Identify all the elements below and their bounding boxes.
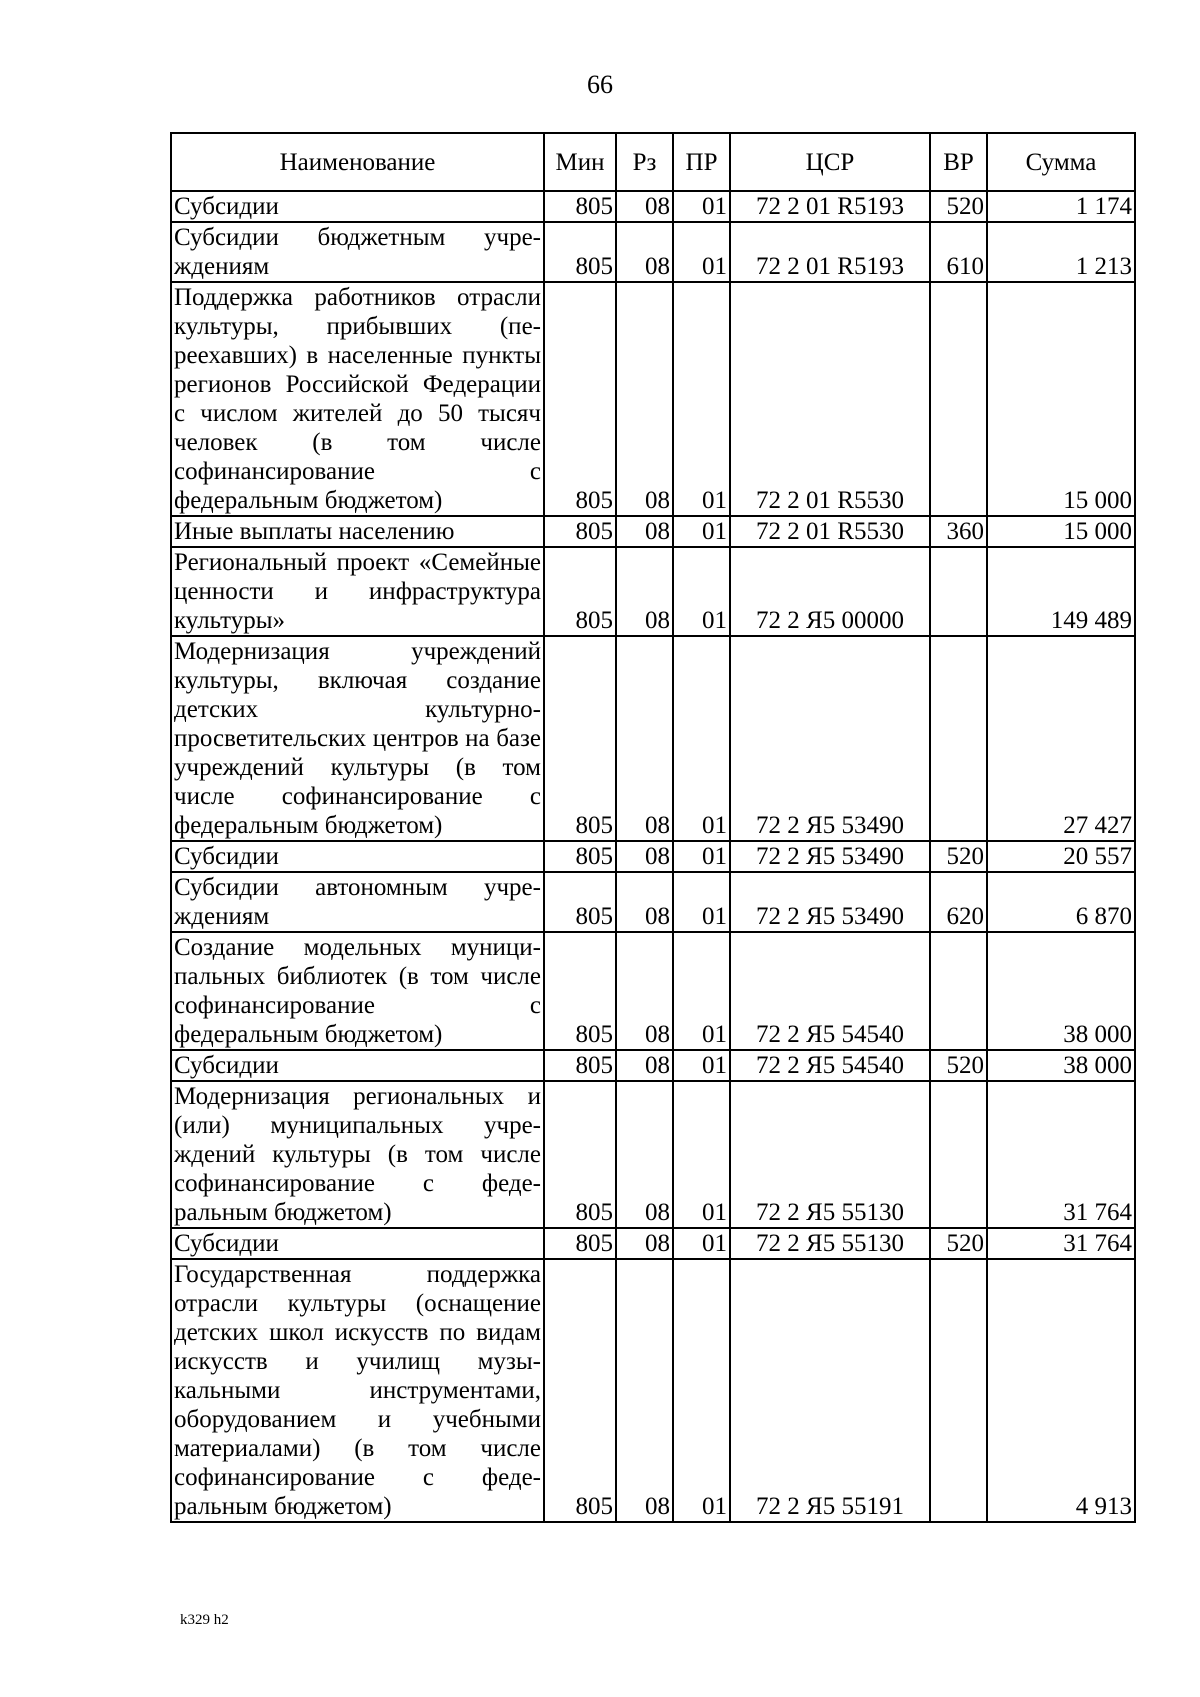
cell-csr: 72 2 Я5 54540 (730, 1050, 930, 1081)
cell-sum: 27 427 (987, 636, 1135, 841)
cell-vr (930, 547, 987, 636)
cell-name: Модернизация региональных и (или) муниципальных учреждений культуры (в том числе софинансирование с федеральным бюджетом) (171, 1081, 544, 1228)
table-row (171, 636, 1135, 841)
cell-pr: 01 (673, 932, 730, 1050)
cell-sum: 31 764 (987, 1228, 1135, 1259)
cell-pr: 01 (673, 516, 730, 547)
cell-sum: 15 000 (987, 516, 1135, 547)
cell-rz: 08 (616, 636, 673, 841)
cell-name: Поддержка работников отрасли культуры, прибывших (переехавших) в населенные пункты регионов Российской Федерации с числом жителей до 50 тысяч человек (в том числе софинансирование с федеральным бюджетом) (171, 282, 544, 516)
cell-pr: 01 (673, 872, 730, 932)
cell-sum: 38 000 (987, 1050, 1135, 1081)
cell-csr: 72 2 Я5 53490 (730, 872, 930, 932)
table-row (171, 222, 1135, 282)
cell-vr: 520 (930, 841, 987, 872)
cell-vr: 610 (930, 222, 987, 282)
cell-pr: 01 (673, 1081, 730, 1228)
header-sum: Сумма (987, 133, 1135, 191)
cell-name: Государственная поддержка отрасли культуры (оснащение детских школ искусств по видам искусств и училищ музыкальными инструментами, оборудованием и учебными материалами) (в том числе софинансирование с федеральным бюджетом) (171, 1259, 544, 1522)
cell-sum: 15 000 (987, 282, 1135, 516)
cell-name: Региональный проект «Семейные ценности и инфраструктура культуры» (171, 547, 544, 636)
table-row (171, 191, 1135, 222)
cell-pr: 01 (673, 636, 730, 841)
cell-csr: 72 2 Я5 55191 (730, 1259, 930, 1522)
cell-rz: 08 (616, 516, 673, 547)
cell-name: Субсидии бюджетным учреждениям (171, 222, 544, 282)
table-row (171, 872, 1135, 932)
header-rz: Рз (616, 133, 673, 191)
table-header-row (171, 133, 1135, 191)
cell-min: 805 (544, 1050, 616, 1081)
cell-pr: 01 (673, 282, 730, 516)
cell-csr: 72 2 Я5 53490 (730, 636, 930, 841)
cell-rz: 08 (616, 547, 673, 636)
cell-csr: 72 2 Я5 55130 (730, 1228, 930, 1259)
cell-vr: 520 (930, 1050, 987, 1081)
table-row (171, 841, 1135, 872)
header-csr: ЦСР (730, 133, 930, 191)
cell-csr: 72 2 Я5 00000 (730, 547, 930, 636)
cell-vr (930, 1081, 987, 1228)
cell-sum: 4 913 (987, 1259, 1135, 1522)
cell-min: 805 (544, 282, 616, 516)
header-pr: ПР (673, 133, 730, 191)
cell-min: 805 (544, 191, 616, 222)
cell-sum: 38 000 (987, 932, 1135, 1050)
cell-pr: 01 (673, 1050, 730, 1081)
table-row (171, 547, 1135, 636)
table-row (171, 1081, 1135, 1228)
cell-min: 805 (544, 841, 616, 872)
cell-name: Создание модельных муниципальных библиотек (в том числе софинансирование с федеральным бюджетом) (171, 932, 544, 1050)
cell-sum: 6 870 (987, 872, 1135, 932)
table-row (171, 516, 1135, 547)
cell-name: Субсидии (171, 1050, 544, 1081)
cell-csr: 72 2 Я5 55130 (730, 1081, 930, 1228)
cell-csr: 72 2 Я5 53490 (730, 841, 930, 872)
cell-rz: 08 (616, 872, 673, 932)
cell-min: 805 (544, 1228, 616, 1259)
header-vr: ВР (930, 133, 987, 191)
table-row (171, 1259, 1135, 1522)
page-number: 66 (587, 70, 613, 99)
table-row (171, 1050, 1135, 1081)
cell-pr: 01 (673, 1228, 730, 1259)
cell-csr: 72 2 01 R5530 (730, 282, 930, 516)
cell-pr: 01 (673, 1259, 730, 1522)
cell-min: 805 (544, 872, 616, 932)
cell-rz: 08 (616, 932, 673, 1050)
header-name: Наименование (171, 133, 544, 191)
cell-rz: 08 (616, 222, 673, 282)
cell-rz: 08 (616, 1259, 673, 1522)
cell-pr: 01 (673, 191, 730, 222)
cell-pr: 01 (673, 222, 730, 282)
table-body (171, 191, 1135, 1522)
cell-csr: 72 2 01 R5193 (730, 191, 930, 222)
cell-vr (930, 932, 987, 1050)
cell-pr: 01 (673, 841, 730, 872)
cell-name: Субсидии автономным учреждениям (171, 872, 544, 932)
cell-csr: 72 2 01 R5193 (730, 222, 930, 282)
cell-rz: 08 (616, 1081, 673, 1228)
cell-min: 805 (544, 1259, 616, 1522)
table-row (171, 282, 1135, 516)
cell-name: Субсидии (171, 191, 544, 222)
cell-vr: 620 (930, 872, 987, 932)
cell-sum: 20 557 (987, 841, 1135, 872)
cell-rz: 08 (616, 1050, 673, 1081)
cell-name: Субсидии (171, 841, 544, 872)
cell-min: 805 (544, 636, 616, 841)
cell-csr: 72 2 01 R5530 (730, 516, 930, 547)
budget-table (170, 132, 1136, 1523)
cell-vr (930, 636, 987, 841)
cell-name: Субсидии (171, 1228, 544, 1259)
cell-name: Модернизация учреждений культуры, включая создание детских культурно-просветительских центров на базе учреждений культуры (в том числе софинансирование с федеральным бюджетом) (171, 636, 544, 841)
cell-vr: 360 (930, 516, 987, 547)
cell-min: 805 (544, 222, 616, 282)
cell-sum: 1 174 (987, 191, 1135, 222)
cell-rz: 08 (616, 282, 673, 516)
cell-vr (930, 282, 987, 516)
cell-rz: 08 (616, 841, 673, 872)
cell-sum: 31 764 (987, 1081, 1135, 1228)
cell-rz: 08 (616, 191, 673, 222)
cell-min: 805 (544, 932, 616, 1050)
cell-csr: 72 2 Я5 54540 (730, 932, 930, 1050)
cell-rz: 08 (616, 1228, 673, 1259)
footer-code: k329 h2 (180, 1612, 229, 1628)
cell-vr: 520 (930, 1228, 987, 1259)
cell-name: Иные выплаты населению (171, 516, 544, 547)
cell-min: 805 (544, 547, 616, 636)
table-row (171, 1228, 1135, 1259)
cell-min: 805 (544, 516, 616, 547)
cell-vr: 520 (930, 191, 987, 222)
cell-sum: 1 213 (987, 222, 1135, 282)
table-row (171, 932, 1135, 1050)
cell-vr (930, 1259, 987, 1522)
header-min: Мин (544, 133, 616, 191)
cell-sum: 149 489 (987, 547, 1135, 636)
cell-min: 805 (544, 1081, 616, 1228)
cell-pr: 01 (673, 547, 730, 636)
